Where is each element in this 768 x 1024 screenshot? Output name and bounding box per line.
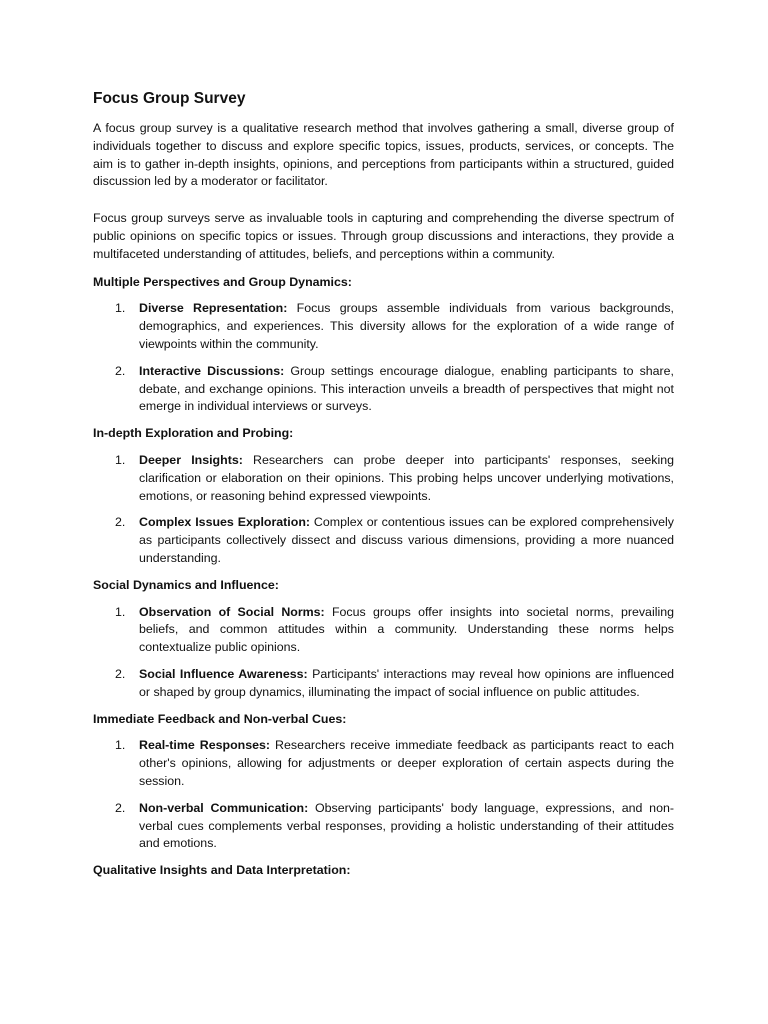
- numbered-list: [93, 604, 674, 702]
- list-number: 2.: [115, 363, 126, 378]
- numbered-list: [93, 300, 674, 416]
- section-in-depth-exploration: [93, 425, 674, 568]
- list-item: [93, 666, 674, 702]
- list-number: 2.: [115, 515, 126, 530]
- list-text: Group settings encourage dialogue, enabling participants to share, debate, and exchange opinions. This interaction unveils a breadth of perspectives that might not emerge in individual interviews or surveys.: [139, 363, 675, 414]
- list-number: 1.: [115, 738, 126, 753]
- list-text: Participants' interactions may reveal how opinions are influenced or shaped by group dynamics, illuminating the impact of social influence on public attitudes.: [139, 666, 674, 699]
- list-term: Interactive Discussions:: [139, 363, 285, 378]
- list-number: 1.: [115, 604, 126, 619]
- list-item: [93, 300, 674, 353]
- list-text: Focus groups offer insights into societal norms, prevailing beliefs, and common attitudes within a community. Understanding these norms helps contextualize public opinions.: [139, 604, 674, 655]
- list-item: [93, 737, 674, 790]
- numbered-list: [93, 737, 674, 853]
- list-text: Researchers receive immediate feedback as participants react to each other's opinions, allowing for adjustments or deeper exploration of certain aspects during the session.: [139, 738, 674, 788]
- list-term: Observation of Social Norms:: [139, 604, 325, 619]
- list-item: [93, 514, 674, 567]
- list-item: [93, 604, 674, 657]
- section-multiple-perspectives: [93, 274, 674, 417]
- section-heading: Multiple Perspectives and Group Dynamics:: [93, 274, 352, 289]
- list-text: Observing participants' body language, expressions, and non-verbal cues complements verbal responses, providing a holistic understanding of their attitudes and emotions.: [139, 800, 674, 851]
- list-term: Diverse Representation:: [139, 301, 288, 316]
- section-social-dynamics: [93, 577, 674, 702]
- section-immediate-feedback: [93, 711, 674, 854]
- overview-paragraph: Focus group surveys serve as invaluable tools in capturing and comprehending the diverse spectrum of public opinions on specific topics or issues. Through group discussions and interactions, they provide a multifaceted understanding of attitudes, beliefs, and perceptions within a community.: [93, 211, 674, 261]
- list-text: Complex or contentious issues can be explored comprehensively as participants collectively dissect and discuss various dimensions, providing a more nuanced understanding.: [139, 515, 674, 565]
- list-term: Non-verbal Communication:: [139, 800, 309, 815]
- section-qualitative-insights: [93, 862, 674, 880]
- numbered-list: [93, 452, 674, 568]
- list-number: 1.: [115, 301, 126, 316]
- list-text: Focus groups assemble individuals from various backgrounds, demographics, and experiences. This diversity allows for the exploration of a wide range of viewpoints within the community.: [139, 301, 674, 351]
- list-number: 1.: [115, 452, 126, 467]
- list-item: [93, 800, 674, 853]
- list-item: [93, 452, 674, 505]
- list-term: Real-time Responses:: [139, 738, 271, 753]
- section-heading: Social Dynamics and Influence:: [93, 577, 279, 592]
- list-number: 2.: [115, 800, 126, 815]
- list-text: Researchers can probe deeper into participants' responses, seeking clarification or elaboration on their opinions. This probing helps uncover underlying motivations, emotions, or reasoning behind expressed viewpoints.: [139, 452, 674, 503]
- list-term: Complex Issues Exploration:: [139, 515, 311, 530]
- list-number: 2.: [115, 666, 126, 681]
- list-item: [93, 363, 674, 416]
- section-heading: In-depth Exploration and Probing:: [93, 426, 294, 441]
- document-title: Focus Group Survey: [93, 90, 246, 107]
- list-term: Social Influence Awareness:: [139, 666, 308, 681]
- section-heading: Qualitative Insights and Data Interpretation:: [93, 863, 351, 878]
- list-term: Deeper Insights:: [139, 452, 243, 467]
- intro-paragraph: A focus group survey is a qualitative research method that involves gathering a small, diverse group of individuals together to discuss and explore specific topics, issues, products, services, or concepts. The aim is to gather in-depth insights, opinions, and perceptions from participants within a structured, guided discussion led by a moderator or facilitator.: [93, 121, 674, 189]
- section-heading: Immediate Feedback and Non-verbal Cues:: [93, 711, 347, 726]
- document-page: [93, 88, 674, 889]
